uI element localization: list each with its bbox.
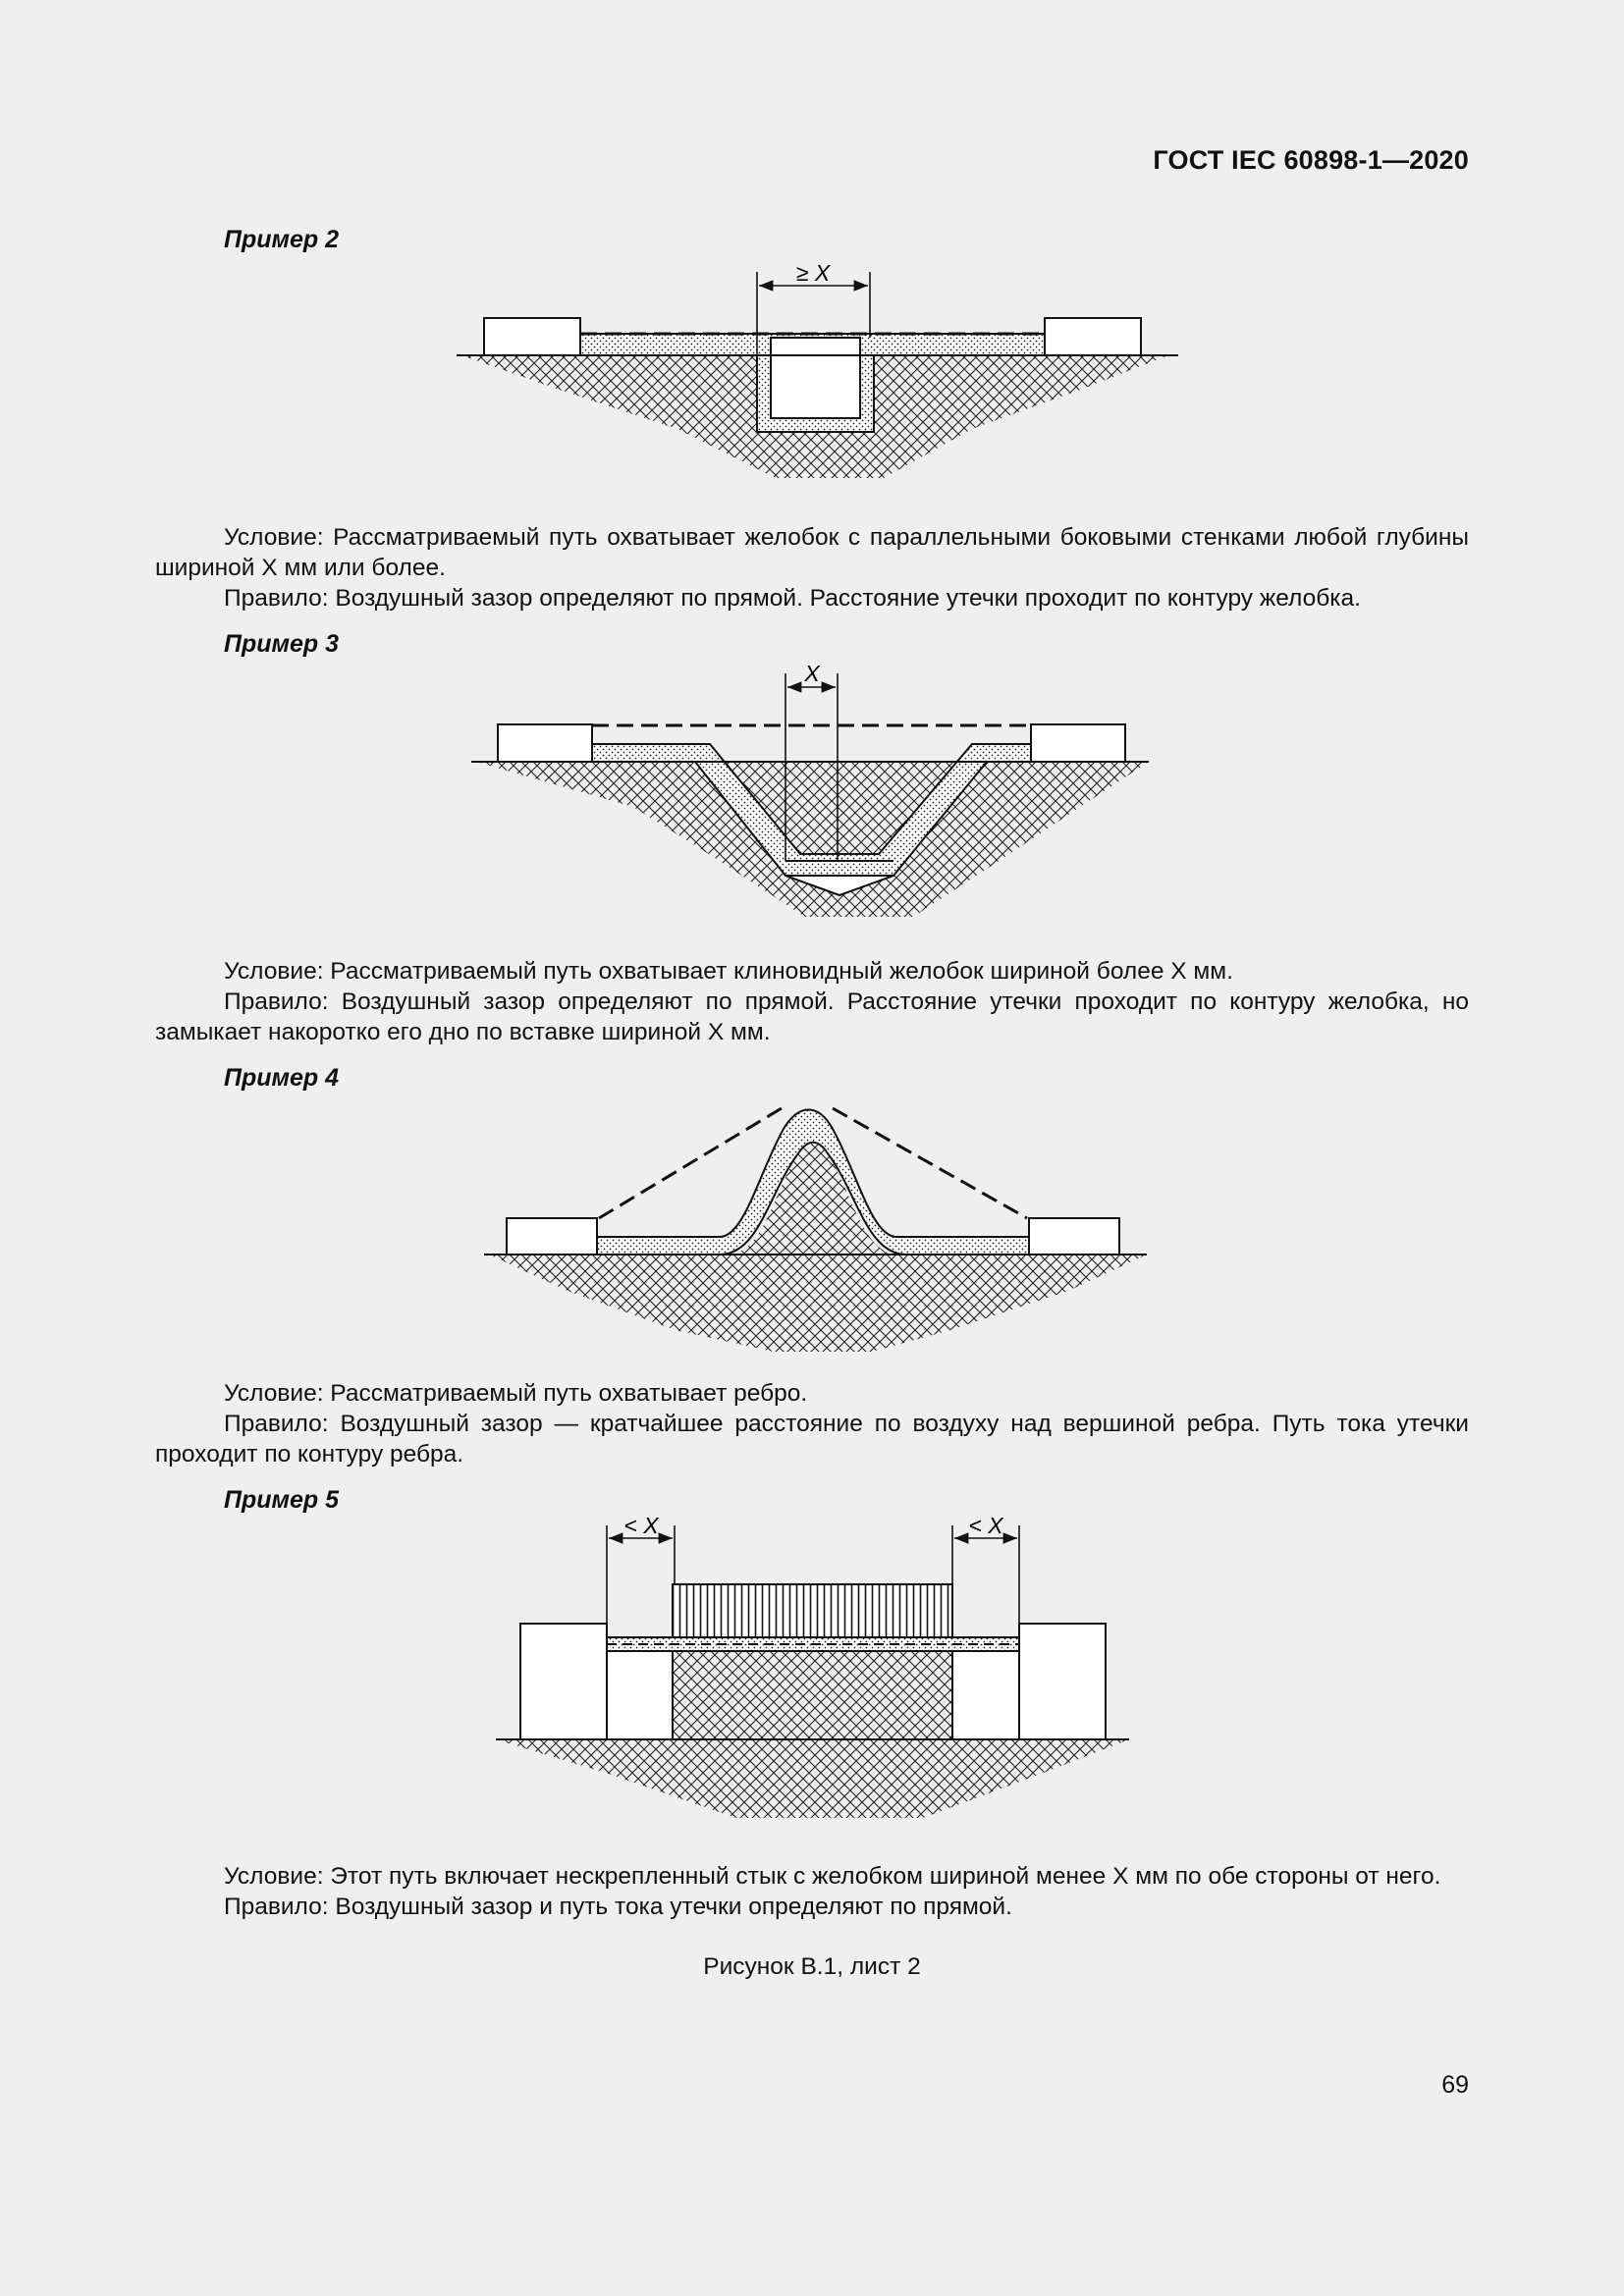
example-4-rule: Правило: Воздушный зазор — кратчайшее расстояние по воздуху над вершиной ребра. Путь тока утечки проходит по контуру ребра. (155, 1411, 1469, 1468)
example-4-figure (479, 1095, 1157, 1360)
example-4-title: Пример 4 (224, 1064, 340, 1092)
example-2-rule: Правило: Воздушный зазор определяют по прямой. Расстояние утечки проходит по контуру желобка. (224, 585, 1361, 612)
figure-caption: Рисунок В.1, лист 2 (703, 1953, 921, 1980)
example-2-dimension-label: ≥ X (795, 260, 831, 286)
example-3-condition: Условие: Рассматриваемый путь охватывает клиновидный желобок шириной более X мм. (224, 958, 1233, 985)
document-id: ГОСТ IEC 60898-1—2020 (1153, 145, 1469, 175)
example-5-condition: Условие: Этот путь включает нескрепленный стык с желобком шириной менее X мм по обе стороны от него. (224, 1863, 1441, 1890)
example-5-title: Пример 5 (224, 1486, 340, 1514)
example-5-dimension-right: < X (968, 1514, 1003, 1538)
example-3-rule: Правило: Воздушный зазор определяют по прямой. Расстояние утечки проходит по контуру желобка, но замыкает накоротко его дно по вставке шириной X мм. (155, 988, 1469, 1045)
example-2-title: Пример 2 (224, 226, 340, 253)
example-4-text (155, 1378, 1469, 1469)
example-3-title: Пример 3 (224, 630, 340, 658)
example-2-text (155, 522, 1469, 614)
example-2-condition: Условие: Рассматриваемый путь охватывает желобок с параллельными боковыми стенками любой глубины шириной X мм или более. (155, 524, 1469, 581)
page-number: 69 (1441, 2071, 1469, 2099)
example-2-figure (452, 257, 1178, 488)
example-5-dimension-left: < X (623, 1514, 659, 1538)
example-3-dimension-label: X (804, 661, 820, 686)
example-5-text (155, 1861, 1469, 1922)
example-4-condition: Условие: Рассматриваемый путь охватывает ребро. (224, 1380, 808, 1407)
example-3-figure (466, 660, 1154, 925)
example-5-figure (491, 1514, 1139, 1828)
example-5-rule: Правило: Воздушный зазор и путь тока утечки определяют по прямой. (224, 1894, 1012, 1920)
example-3-text (155, 956, 1469, 1047)
